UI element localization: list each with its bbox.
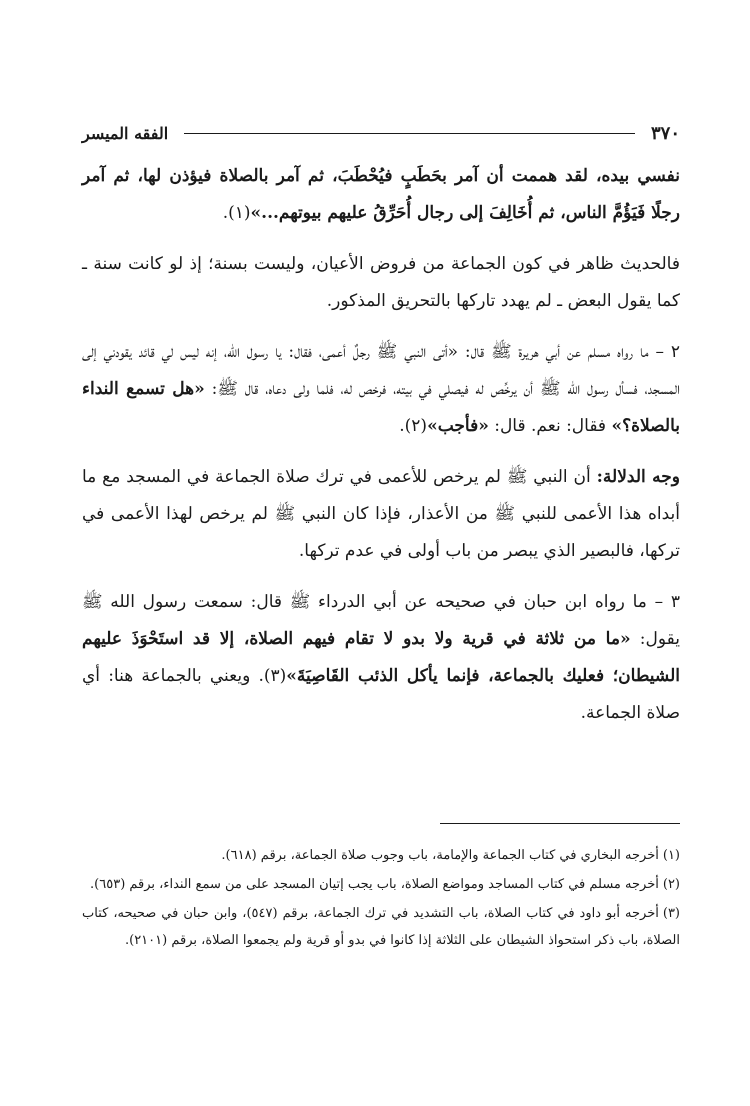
footnote-item xyxy=(82,842,680,869)
footnote-marker: (٣) xyxy=(662,906,680,921)
paragraph-segment: أن النبي ﷺ لم يرخص للأعمى في ترك صلاة الجماعة في المسجد مع ما أبداه هذا الأعمى للنبي ﷺ من الأعذار، فإذا كان النبي ﷺ لم يرخص لهذا الأعمى في تركها، فالبصير الذي يبصر من باب أولى في عدم تركها. xyxy=(82,467,680,561)
book-title: الفقه الميسر xyxy=(82,123,169,143)
footnote-item xyxy=(82,871,680,898)
footnote-marker: (١) xyxy=(662,848,680,863)
paragraph-commentary xyxy=(82,246,680,320)
paragraph-segment: فقال: نعم. قال: xyxy=(488,416,612,436)
footnote-text: أخرجه البخاري في كتاب الجماعة والإمامة، باب وجوب صلاة الجماعة، برقم (٦١٨). xyxy=(221,848,659,863)
hadith-quote: «هل تسمع النداء بالصلاة؟» xyxy=(82,379,680,436)
page-number: ٣٧٠ xyxy=(650,122,680,144)
footnote-text: أخرجه مسلم في كتاب المساجد ومواضع الصلاة، باب يجب إتيان المسجد على من سمع النداء، برقم (٦٥٣). xyxy=(90,877,659,892)
paragraph-segment: (٣). ويعني بالجماعة هنا: أي صلاة الجماعة. xyxy=(82,666,680,723)
footnote-separator xyxy=(440,823,680,824)
paragraph-segment: نفسي بيده، لقد هممت أن آمر بحَطَبٍ فيُحْطَبَ، ثم آمر بالصلاة فيؤذن لها، ثم آمر رجلًا فَيَؤُمَّ الناس، ثم أُخَالِفَ إلى رجال أُحَرِّقُ عليهم بيوتهم...» xyxy=(82,166,680,223)
reasoning-label: وجه الدلالة: xyxy=(596,467,680,487)
footnote-marker: (٢) xyxy=(662,877,680,892)
hadith-quote: «ما من ثلاثة في قرية ولا بدو لا تقام فيهم الصلاة، إلا قد استَحْوَذَ عليهم الشيطان؛ فعليك بالجماعة، فإنما يأكل الذئب القَاصِيَةَ» xyxy=(82,629,680,686)
footnote-reference: (٢). xyxy=(399,416,428,436)
header-rule xyxy=(184,133,635,134)
paragraph-evidence-2 xyxy=(82,334,680,445)
footnotes xyxy=(82,842,680,956)
running-header xyxy=(82,118,680,148)
paragraph-segment: ٣ – ما رواه ابن حبان في صحيحه عن أبي الدرداء ﷺ قال: سمعت رسول الله ﷺ يقول: xyxy=(82,592,680,649)
paragraph-evidence-3 xyxy=(82,584,680,732)
paragraph-hadith-continuation xyxy=(82,158,680,232)
paragraph-segment: فالحديث ظاهر في كون الجماعة من فروض الأعيان، وليست بسنة؛ إذ لو كانت سنة ـ كما يقول البعض ـ لم يهدد تاركها بالتحريق المذكور. xyxy=(82,254,680,311)
footnote-item xyxy=(82,900,680,954)
footnote-reference: (١). xyxy=(222,203,251,223)
paragraph-segment: ٢ – ما رواه مسلم عن أبي هريرة ﷺ قال: «أتى النبي ﷺ رجلٌ أعمى، فقال: يا رسول الله، إنه ليس لي قائد يقودني إلى المسجد، فسأل رسول الله ﷺ أن يرخِّص له فيصلي في بيته، فرخص له، فلما ولى دعاه، قال ﷺ: xyxy=(82,342,680,399)
paragraph-evidence-reasoning xyxy=(82,459,680,570)
hadith-quote: «فأجب» xyxy=(427,416,489,436)
footnote-text: أخرجه أبو داود في كتاب الصلاة، باب التشديد في ترك الجماعة، برقم (٥٤٧)، وابن حبان في صحيحه، كتاب الصلاة، باب ذكر استحواذ الشيطان على الثلاثة إذا كانوا في بدو أو قرية ولم يجمعوا الصلاة، برقم (٢١٠١). xyxy=(82,906,680,948)
main-text xyxy=(82,158,680,744)
